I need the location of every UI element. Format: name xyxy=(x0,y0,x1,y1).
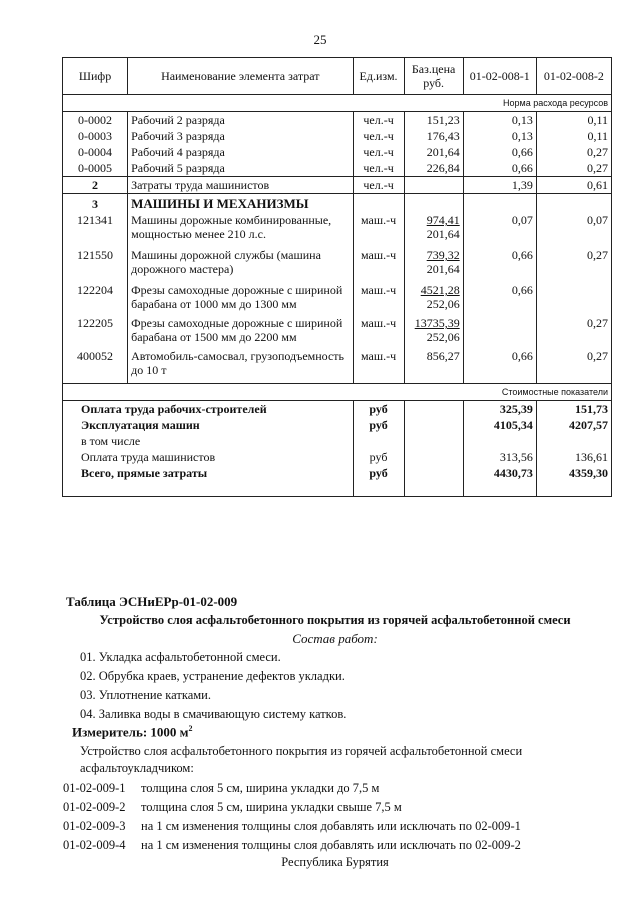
cost-row xyxy=(63,449,612,465)
machinist-row xyxy=(63,177,612,194)
table-row xyxy=(63,312,612,345)
price-operator: 201,64 xyxy=(426,227,460,241)
price-machine: 974,41 xyxy=(426,213,460,227)
cost-value-1: 4430,73 xyxy=(463,465,536,497)
cost-value-1 xyxy=(463,433,536,449)
row-price: 151,23 xyxy=(404,112,463,129)
item-code: 01-02-009-2 xyxy=(63,800,126,814)
row-name: Машины дорожные комбинированные, мощностью менее 210 л.с. xyxy=(128,212,353,242)
row-price: 176,43 xyxy=(404,128,463,144)
cost-value-2: 4359,30 xyxy=(536,465,611,497)
row-value-1: 0,66 xyxy=(463,345,536,384)
cost-value-2: 4207,57 xyxy=(536,417,611,433)
row-code: 400052 xyxy=(63,345,128,384)
item-text: на 1 см изменения толщины слоя добавлять или исключать по 02-009-1 xyxy=(141,819,521,833)
cost-band-row xyxy=(63,384,612,401)
price-operator: 252,06 xyxy=(426,330,460,344)
section-title: МАШИНЫ И МЕХАНИЗМЫ xyxy=(128,194,353,213)
cost-value-2: 136,61 xyxy=(536,449,611,465)
row-code: 0-0002 xyxy=(63,112,128,129)
row-code: 122205 xyxy=(63,312,128,345)
norm-band: Норма расхода ресурсов xyxy=(63,95,612,112)
meter-label: Измеритель: 1000 $м^2$ xyxy=(72,724,193,740)
row-value-2: 0,11 xyxy=(536,128,611,144)
row-code: 2 xyxy=(63,177,128,194)
row-name: Рабочий 4 разряда xyxy=(128,144,353,160)
row-unit: чел.-ч xyxy=(353,160,404,177)
row-value-2: 0,07 xyxy=(536,212,611,242)
row-value-1 xyxy=(463,312,536,345)
cost-value-1: 325,39 xyxy=(463,401,536,418)
item-code: 01-02-009-1 xyxy=(63,781,126,795)
table-row xyxy=(63,345,612,384)
row-value-2: 0,27 xyxy=(536,345,611,384)
item-text: на 1 см изменения толщины слоя добавлять или исключать по 02-009-2 xyxy=(141,838,521,852)
row-code: 0-0003 xyxy=(63,128,128,144)
table-row xyxy=(63,242,612,277)
description-line: асфальтоукладчиком: xyxy=(80,761,194,775)
section-subtitle: Устройство слоя асфальтобетонного покрытия из горячей асфальтобетонной смеси xyxy=(99,613,571,627)
row-value-2: 0,27 xyxy=(536,144,611,160)
item-text: толщина слоя 5 см, ширина укладки свыше 7,5 м xyxy=(141,800,402,814)
price-machine: 856,27 xyxy=(426,349,460,363)
row-value-2: 0,27 xyxy=(536,160,611,177)
list-item xyxy=(63,838,521,853)
table-row xyxy=(63,112,612,129)
row-value-1: 0,66 xyxy=(463,160,536,177)
row-value-1: 0,13 xyxy=(463,112,536,129)
norm-band-row xyxy=(63,95,612,112)
row-value-1: 1,39 xyxy=(463,177,536,194)
cost-band: Стоимостные показатели xyxy=(63,384,612,401)
header-price-line1: Баз.цена xyxy=(411,62,456,76)
table-row xyxy=(63,277,612,312)
table-title: Таблица ЭСНиЕРр-01-02-009 xyxy=(66,594,238,609)
cost-value-2 xyxy=(536,433,611,449)
row-code: 0-0004 xyxy=(63,144,128,160)
row-price xyxy=(404,345,463,384)
cost-name: в том числе xyxy=(63,433,354,449)
item-code: 01-02-009-4 xyxy=(63,838,126,852)
row-name: Фрезы самоходные дорожные с шириной барабана от 1500 мм до 2200 мм xyxy=(128,312,353,345)
list-item xyxy=(63,819,521,834)
table-row xyxy=(63,128,612,144)
meter-superscript: 2 xyxy=(188,724,193,733)
cost-name: Оплата труда рабочих-строителей xyxy=(63,401,354,418)
item-text: толщина слоя 5 см, ширина укладки до 7,5 м xyxy=(141,781,380,795)
cost-value-1: 313,56 xyxy=(463,449,536,465)
table-row xyxy=(63,160,612,177)
row-unit: маш.-ч xyxy=(353,312,404,345)
row-value-2: 0,11 xyxy=(536,112,611,129)
row-value-1: 0,07 xyxy=(463,212,536,242)
page-number: 25 xyxy=(313,32,327,47)
row-name: Рабочий 2 разряда xyxy=(128,112,353,129)
cost-name: Всего, прямые затраты xyxy=(63,465,354,497)
header-code: Шифр xyxy=(63,58,128,95)
resource-table xyxy=(62,57,612,497)
row-name: Рабочий 5 разряда xyxy=(128,160,353,177)
work-step: 01. Укладка асфальтобетонной смеси. xyxy=(80,650,281,664)
row-unit: маш.-ч xyxy=(353,277,404,312)
row-price: 201,64 xyxy=(404,144,463,160)
work-step: 03. Уплотнение катками. xyxy=(80,688,211,702)
cost-name: Оплата труда машинистов xyxy=(63,449,354,465)
price-machine: 739,32 xyxy=(426,248,460,262)
cost-unit: руб xyxy=(353,417,404,433)
header-col1: 01-02-008-1 xyxy=(463,58,536,95)
row-price xyxy=(404,212,463,242)
table-header-row xyxy=(63,58,612,95)
row-name: Машины дорожной службы (машина дорожного мастера) xyxy=(128,242,353,277)
cost-row xyxy=(63,401,612,418)
row-price xyxy=(404,312,463,345)
header-price-line2: руб. xyxy=(423,76,445,90)
row-unit: чел.-ч xyxy=(353,144,404,160)
work-step: 02. Обрубка краев, устранение дефектов укладки. xyxy=(80,669,345,683)
cost-name: Эксплуатация машин xyxy=(63,417,354,433)
row-code: 122204 xyxy=(63,277,128,312)
row-value-2: 0,27 xyxy=(536,312,611,345)
header-col2: 01-02-008-2 xyxy=(536,58,611,95)
cost-value-2: 151,73 xyxy=(536,401,611,418)
header-unit: Ед.изм. xyxy=(353,58,404,95)
row-unit: чел.-ч xyxy=(353,128,404,144)
row-code: 0-0005 xyxy=(63,160,128,177)
list-item xyxy=(63,781,379,796)
row-code: 121550 xyxy=(63,242,128,277)
row-code: 121341 xyxy=(63,212,128,242)
row-price xyxy=(404,242,463,277)
list-item xyxy=(63,800,402,815)
composition-title: Состав работ: xyxy=(292,631,378,646)
row-unit: чел.-ч xyxy=(353,177,404,194)
table-row xyxy=(63,212,612,242)
row-unit: маш.-ч xyxy=(353,212,404,242)
item-code: 01-02-009-3 xyxy=(63,819,126,833)
row-name: Фрезы самоходные дорожные с шириной барабана от 1000 мм до 1300 мм xyxy=(128,277,353,312)
cost-unit: руб xyxy=(353,401,404,418)
table-row xyxy=(63,144,612,160)
price-machine: 4521,28 xyxy=(420,283,460,297)
price-operator: 201,64 xyxy=(426,262,460,276)
cost-row xyxy=(63,433,612,449)
machines-section-row xyxy=(63,194,612,213)
row-value-2: 0,61 xyxy=(536,177,611,194)
footer-region: Республика Бурятия xyxy=(281,855,389,869)
row-name: Автомобиль-самосвал, грузоподъемность до 10 т xyxy=(128,345,353,384)
price-operator: 252,06 xyxy=(426,297,460,311)
row-value-1: 0,66 xyxy=(463,144,536,160)
work-step: 04. Заливка воды в смачивающую систему катков. xyxy=(80,707,347,721)
row-unit: маш.-ч xyxy=(353,345,404,384)
cost-row xyxy=(63,417,612,433)
cost-row xyxy=(63,465,612,497)
header-name: Наименование элемента затрат xyxy=(128,58,353,95)
row-price: 226,84 xyxy=(404,160,463,177)
row-unit: маш.-ч xyxy=(353,242,404,277)
description-line: Устройство слоя асфальтобетонного покрытия из горячей асфальтобетонной смеси xyxy=(80,744,523,758)
row-price xyxy=(404,277,463,312)
row-value-1: 0,66 xyxy=(463,242,536,277)
row-name: Затраты труда машинистов xyxy=(128,177,353,194)
cost-unit: руб xyxy=(353,449,404,465)
cost-unit: руб xyxy=(353,465,404,497)
price-machine: 13735,39 xyxy=(414,316,460,330)
row-value-1: 0,66 xyxy=(463,277,536,312)
cost-value-1: 4105,34 xyxy=(463,417,536,433)
row-price xyxy=(404,177,463,194)
row-value-1: 0,13 xyxy=(463,128,536,144)
row-name: Рабочий 3 разряда xyxy=(128,128,353,144)
section-code: 3 xyxy=(63,194,128,213)
cost-unit xyxy=(353,433,404,449)
row-unit: чел.-ч xyxy=(353,112,404,129)
header-price xyxy=(404,58,463,95)
row-value-2 xyxy=(536,277,611,312)
row-value-2: 0,27 xyxy=(536,242,611,277)
